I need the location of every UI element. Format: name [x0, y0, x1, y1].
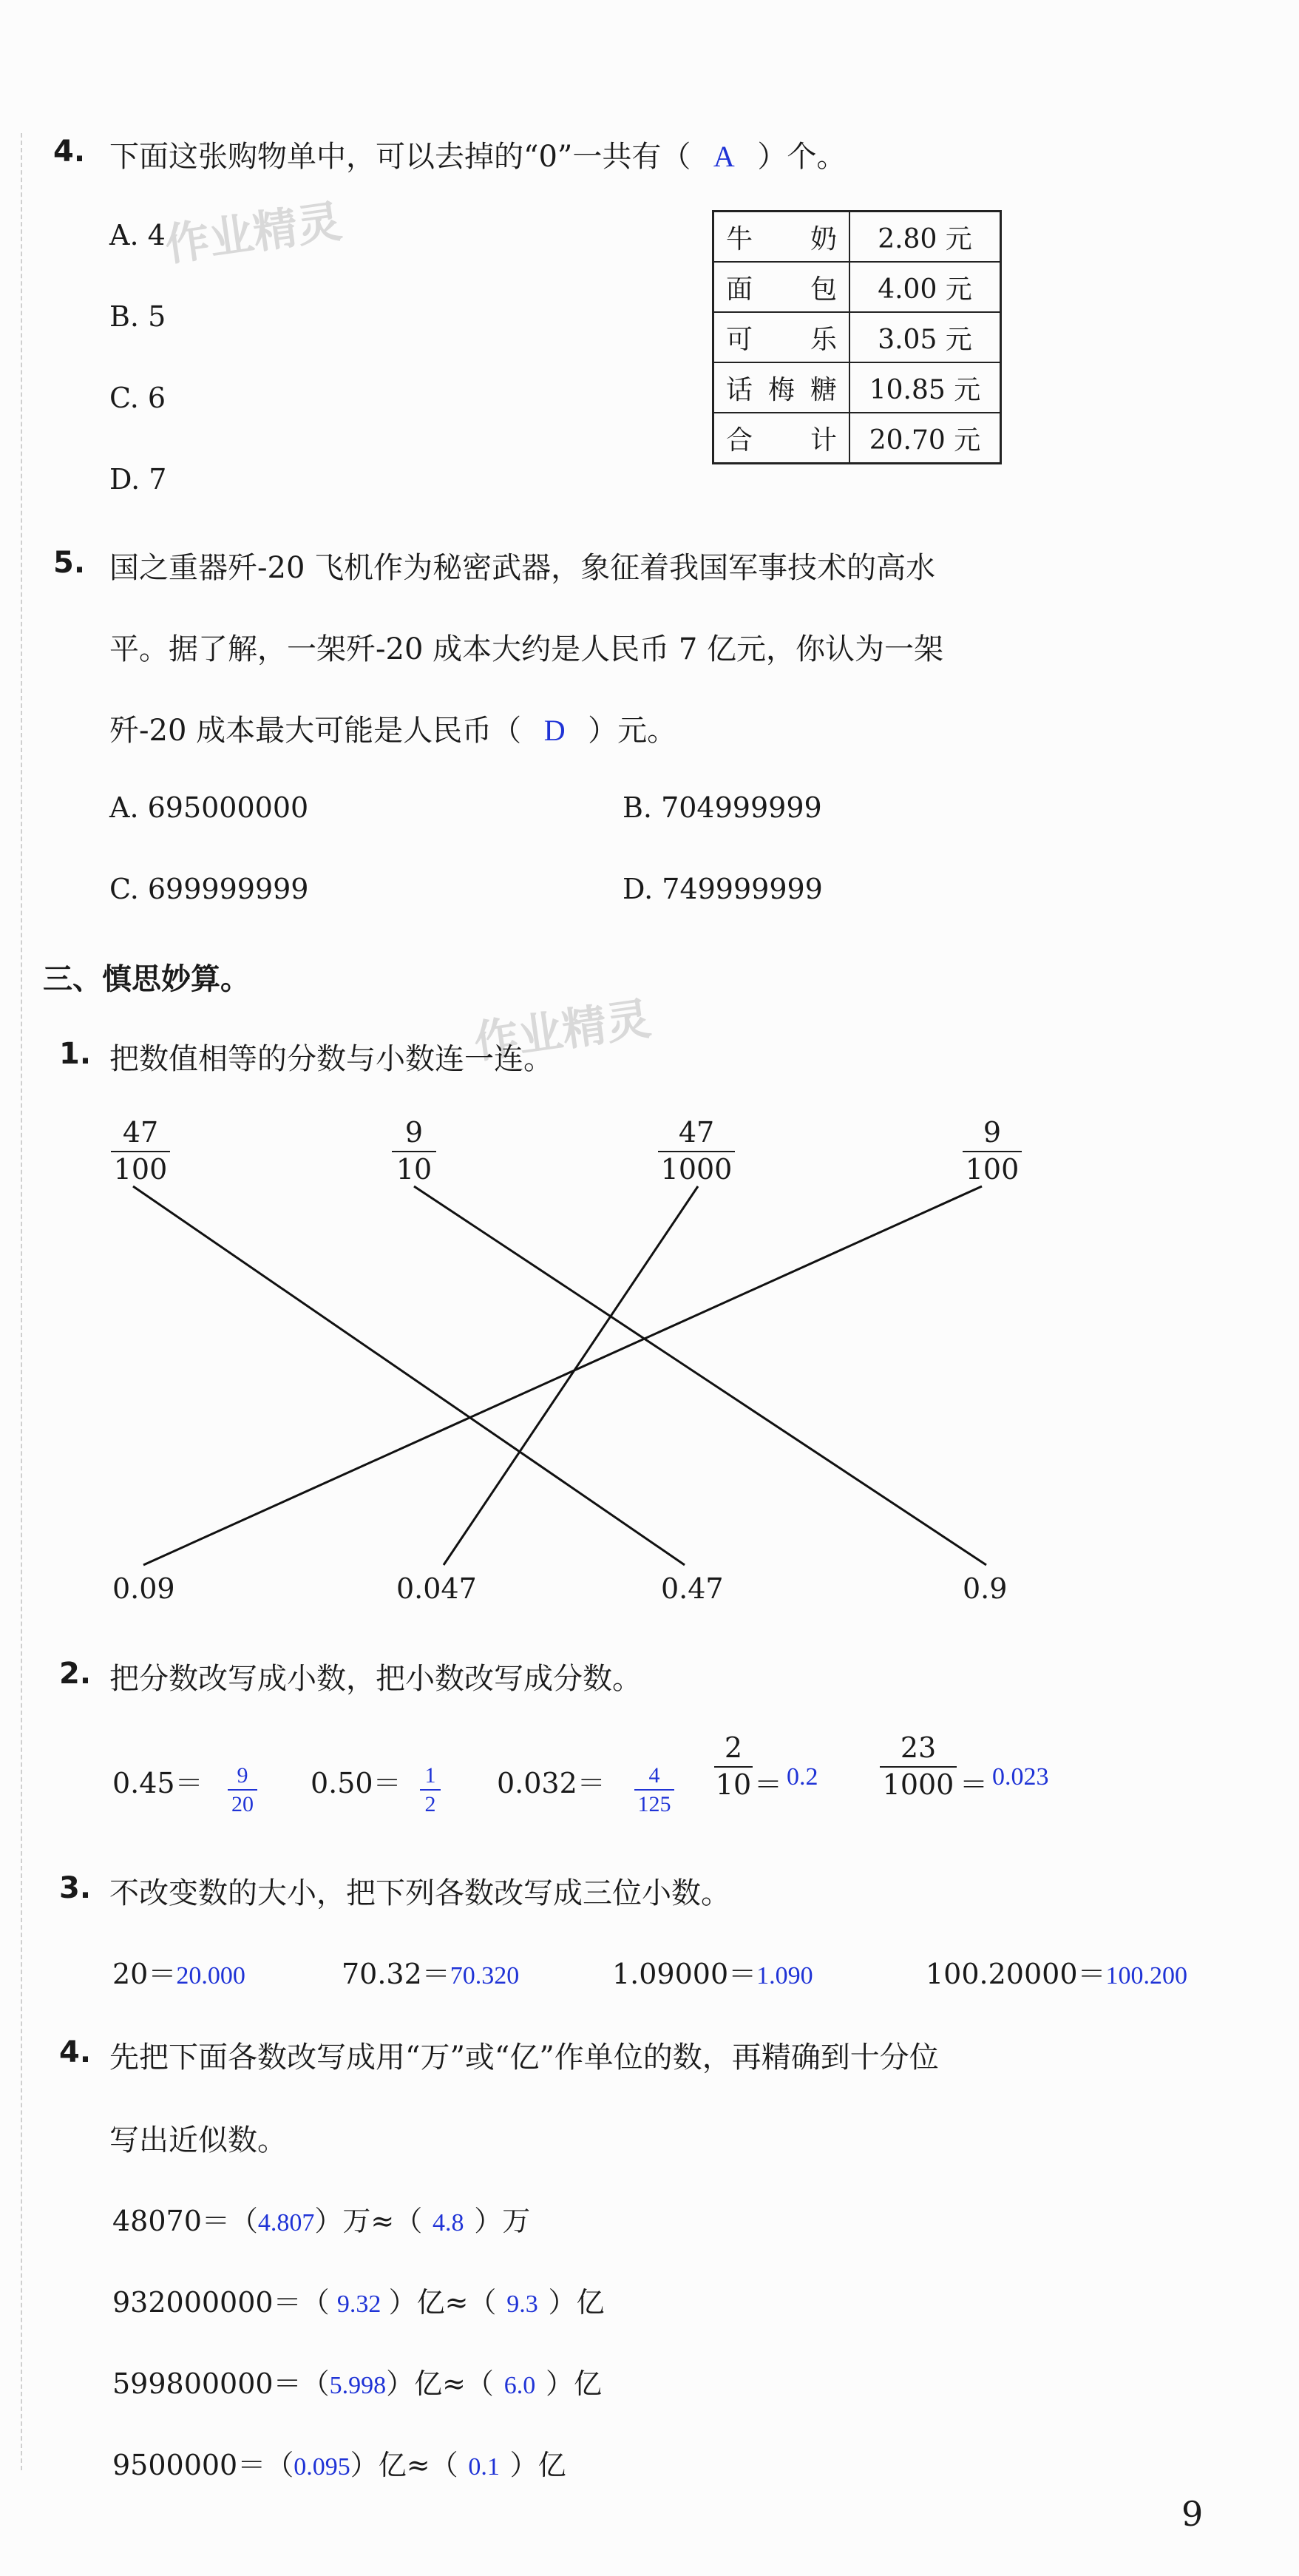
item-cell: 牛奶: [713, 212, 850, 263]
p4-row-2: [112, 2361, 602, 2401]
fraction-numerator: 47: [678, 1116, 715, 1149]
answer-denominator: 125: [637, 1792, 671, 1816]
p4-row-left: 9500000＝（: [112, 2449, 294, 2481]
p4-line1: 先把下面各数改写成用“万”或“亿”作单位的数，再精确到十分位: [109, 2041, 939, 2075]
match-line-47-100: [133, 1186, 685, 1565]
q5-text-before: 歼-20 成本最大可能是人民币（: [109, 714, 522, 748]
price-cell: 2.80 元: [849, 212, 1001, 263]
item-cell: 合计: [713, 413, 850, 464]
p4-row-answer-1: 5.998: [329, 2372, 387, 2399]
p2-f1-equals: ＝: [754, 1768, 783, 1801]
q5-option-b: B. 704999999: [623, 791, 822, 824]
fraction-denominator: 10: [715, 1768, 752, 1801]
p4-row-right: ）亿: [509, 2449, 566, 2481]
match-line-9-100: [143, 1186, 982, 1565]
p4-row-answer-1: 9.32: [336, 2291, 381, 2318]
p3-item-2: [612, 1951, 813, 1992]
p4-row-left: 932000000＝（: [112, 2286, 330, 2319]
fraction-denominator: 10: [396, 1152, 433, 1186]
p4-row-answer-1: 0.095: [294, 2453, 350, 2481]
p4-row-answer-1: 4.807: [257, 2209, 315, 2237]
p3-item-1: [342, 1951, 519, 1992]
fraction-numerator: 23: [900, 1731, 937, 1764]
p4-row-answer-2: 9.3: [506, 2291, 538, 2318]
p4-row-right: ）亿: [545, 2367, 602, 2400]
p3-item-answer: 20.000: [176, 1962, 245, 1990]
answer-numerator: 9: [237, 1763, 248, 1788]
q4-option-c: C. 6: [109, 382, 166, 414]
q4-option-d: D. 7: [109, 463, 167, 496]
p2-f2-answer: 0.023: [992, 1763, 1049, 1791]
p4-row-mid: ）亿≈（: [388, 2286, 497, 2319]
p3-item-left: 100.20000＝: [926, 1958, 1106, 1990]
p4-row-right: ）万: [474, 2205, 531, 2237]
p4-row-mid: ）亿≈（: [386, 2367, 494, 2400]
p3-item-3: [926, 1951, 1187, 1992]
match-line-47-1000: [444, 1186, 698, 1565]
p2-text: 把分数改写成小数，把小数改写成分数。: [109, 1662, 642, 1696]
p3-text: 不改变数的大小，把下列各数改写成三位小数。: [109, 1876, 730, 1910]
q4-answer: A: [713, 140, 735, 173]
p4-row-answer-2: 0.1: [468, 2453, 500, 2481]
p4-row-3: [112, 2442, 566, 2483]
fraction-denominator: 1000: [660, 1152, 733, 1186]
answer-numerator: 1: [424, 1763, 436, 1788]
q4-number: 4.: [53, 135, 86, 169]
fraction-denominator: 1000: [882, 1768, 954, 1801]
q5-number: 5.: [53, 546, 86, 580]
item-cell: 话梅糖: [713, 362, 850, 413]
decimal-0-09: 0.09: [112, 1572, 175, 1605]
p3-number: 3.: [59, 1871, 92, 1905]
p1-number: 1.: [59, 1037, 92, 1071]
fraction-denominator: 100: [113, 1152, 168, 1186]
p2-item-1-left: 0.50＝: [311, 1767, 401, 1799]
watermark-2: 作业精灵: [470, 993, 654, 1069]
p4-row-1: [112, 2279, 604, 2320]
q5-line1: 国之重器歼-20 飞机作为秘密武器，象征着我国军事技术的高水: [109, 551, 936, 585]
p4-row-mid: ）万≈（: [314, 2205, 423, 2237]
fraction-numerator: 47: [122, 1116, 159, 1149]
price-cell: 10.85 元: [849, 362, 1001, 413]
fraction-denominator: 100: [965, 1152, 1020, 1186]
p4-row-right: ）亿: [548, 2286, 605, 2319]
p4-row-answer-2: 6.0: [503, 2372, 536, 2399]
answer-numerator: 4: [648, 1763, 660, 1788]
decimal-0-047: 0.047: [396, 1572, 477, 1605]
fraction-numerator: 9: [983, 1116, 1002, 1149]
p2-item-1-answer: [420, 1763, 441, 1816]
q5-option-a: A. 695000000: [109, 791, 309, 824]
p4-line2: 写出近似数。: [109, 2123, 287, 2157]
fraction-numerator: 2: [724, 1731, 743, 1764]
answer-denominator: 2: [424, 1792, 436, 1816]
p4-row-mid: ）亿≈（: [350, 2449, 458, 2481]
page-number: 9: [1181, 2494, 1204, 2534]
p1-text: 把数值相等的分数与小数连一连。: [109, 1042, 553, 1076]
p4-row-left: 599800000＝（: [112, 2367, 330, 2400]
decimal-0-47: 0.47: [661, 1572, 724, 1605]
p3-item-answer: 1.090: [756, 1962, 813, 1990]
q5-option-c: C. 699999999: [109, 873, 309, 905]
match-line-9-10: [414, 1186, 986, 1565]
price-cell: 20.70 元: [849, 413, 1001, 464]
p2-number: 2.: [59, 1657, 92, 1691]
p4-row-answer-2: 4.8: [432, 2209, 464, 2237]
q4-option-b: B. 5: [109, 300, 166, 333]
p2-item-2-answer: [634, 1763, 674, 1816]
q4-option-a: A. 4: [109, 219, 166, 251]
p3-item-left: 20＝: [112, 1958, 177, 1990]
price-cell: 4.00 元: [849, 262, 1001, 312]
q4-text-after: ）个。: [757, 140, 847, 174]
section-3-heading: 三、慎思妙算。: [43, 962, 250, 996]
q5-option-d: D. 749999999: [623, 873, 823, 905]
p3-item-answer: 70.320: [450, 1962, 520, 1990]
p3-item-left: 1.09000＝: [612, 1958, 757, 1990]
p3-item-0: [112, 1951, 245, 1992]
p2-item-2-left: 0.032＝: [497, 1767, 606, 1799]
p2-f2-equals: ＝: [960, 1768, 988, 1801]
price-cell: 3.05 元: [849, 312, 1001, 362]
p3-item-answer: 100.200: [1105, 1962, 1187, 1990]
p4-row-left: 48070＝（: [112, 2205, 258, 2237]
watermark-1: 作业精灵: [161, 195, 345, 272]
q4-text-before: 下面这张购物单中，可以去掉的“0”一共有（: [109, 140, 691, 174]
item-cell: 可乐: [713, 312, 850, 362]
answer-denominator: 20: [231, 1792, 254, 1816]
p4-number: 4.: [59, 2035, 92, 2069]
q5-answer: D: [543, 714, 566, 747]
p2-f1-answer: 0.2: [787, 1763, 818, 1791]
fraction-numerator: 9: [404, 1116, 424, 1149]
p2-item-0-left: 0.45＝: [112, 1767, 203, 1799]
fraction-2-10: [714, 1732, 753, 1801]
p2-item-0-answer: [228, 1763, 257, 1816]
p3-item-left: 70.32＝: [342, 1958, 450, 1990]
q5-text-after: ）元。: [588, 714, 677, 748]
item-cell: 面包: [713, 262, 850, 312]
fraction-23-1000: [880, 1732, 957, 1801]
decimal-0-9: 0.9: [963, 1572, 1008, 1605]
q5-line2: 平。据了解，一架歼-20 成本大约是人民币 7 亿元，你认为一架: [109, 632, 944, 666]
p4-row-0: [112, 2198, 530, 2239]
